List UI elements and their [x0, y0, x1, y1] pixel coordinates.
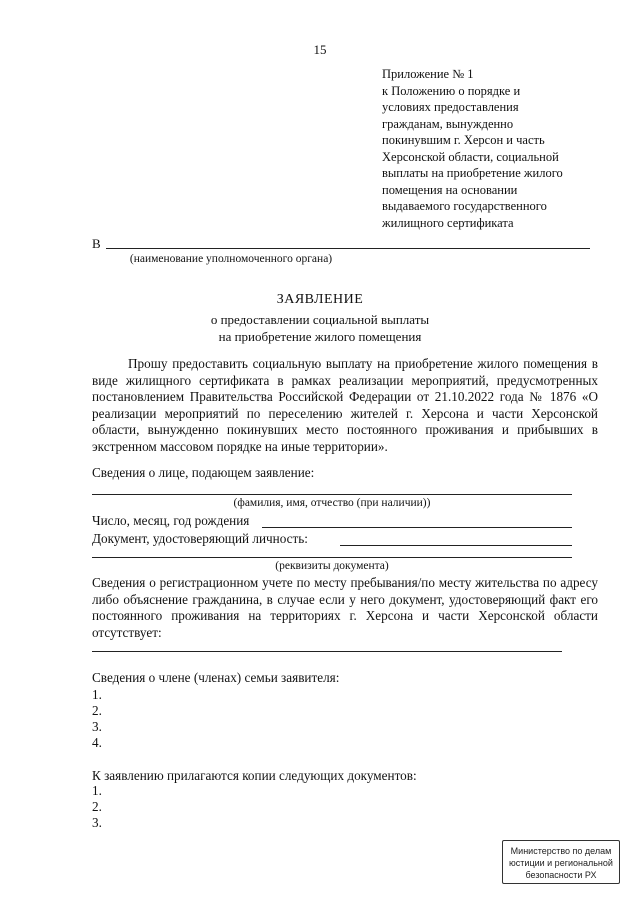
page-number: 15: [313, 42, 327, 57]
applicant-heading: Сведения о лице, подающем заявление:: [92, 465, 315, 480]
appendix-line: Херсонской области, социальной: [382, 149, 559, 164]
appendix-line: покинувшим г. Херсон и часть: [382, 133, 545, 147]
id-document-field-2[interactable]: [92, 557, 572, 558]
applicant-name-field[interactable]: [92, 494, 572, 495]
recipient-caption: (наименование уполномоченного органа): [129, 253, 333, 265]
id-document-label: Документ, удостоверяющий личность:: [92, 531, 308, 546]
attachments-heading: К заявлению прилагаются копии следующих документов:: [92, 768, 417, 783]
id-document-field-1[interactable]: [340, 545, 572, 546]
family-heading: Сведения о члене (членах) семьи заявителя:: [92, 670, 340, 685]
appendix-note: [382, 66, 612, 231]
applicant-name-caption: (фамилия, имя, отчество (при наличии)): [233, 497, 431, 509]
dob-label: Число, месяц, год рождения: [92, 513, 250, 528]
appendix-line: помещения на основании: [382, 182, 518, 197]
document-details-caption: (реквизиты документа): [275, 560, 389, 572]
recipient-field[interactable]: [106, 248, 590, 249]
appendix-line: Приложение № 1: [382, 67, 474, 81]
request-paragraph: Прошу предоставить социальную выплату на приобретение жилого помещения в виде жилищного сертификата в рамках реализации мероприятий, предусмотренных постановлением Правительства Российской Федерации от 21.10.2022 года № 1876 «О реализации мероприятий по переселению жителей г. Херсона и части Херсонской области, вынужденно покинувших место постоянного проживания и прибывших в экстренном массовом порядке на иные территории».: [92, 356, 598, 454]
appendix-line: гражданам, вынужденно: [382, 116, 514, 131]
ministry-stamp: [502, 840, 620, 884]
appendix-line: к Положению о порядке и: [382, 83, 521, 98]
document-title: ЗАЯВЛЕНИЕ: [276, 292, 364, 307]
attachment-item[interactable]: 3.: [92, 815, 102, 830]
appendix-line: выдаваемого государственного: [382, 199, 547, 213]
document-subtitle-line2: на приобретение жилого помещения: [218, 329, 422, 344]
registration-paragraph: Сведения о регистрационном учете по месту пребывания/по месту жительства по адресу либо объяснение гражданина, в случае если у него документ, удостоверяющий факт его постоянного проживания на территориях г. Херсона и части Херсонской области отсутствует:: [92, 575, 598, 640]
appendix-line: выплаты на приобретение жилого: [382, 166, 563, 180]
document-subtitle-line1: о предоставлении социальной выплаты: [210, 312, 430, 327]
family-item[interactable]: 4.: [92, 735, 102, 750]
family-item[interactable]: 3.: [92, 719, 102, 734]
dob-field[interactable]: [262, 527, 572, 528]
attachment-item[interactable]: 1.: [92, 783, 102, 798]
family-item[interactable]: 2.: [92, 703, 102, 718]
stamp-line: юстиции и региональной: [509, 858, 613, 868]
stamp-line: Министерство по делам: [510, 846, 612, 856]
appendix-line: условиях предоставления: [382, 100, 519, 114]
recipient-prefix: В: [92, 236, 101, 251]
attachment-item[interactable]: 2.: [92, 799, 102, 814]
stamp-line: безопасности РХ: [525, 870, 597, 880]
family-item[interactable]: 1.: [92, 687, 102, 702]
registration-field[interactable]: [92, 651, 562, 652]
appendix-line: жилищного сертификата: [382, 215, 514, 230]
